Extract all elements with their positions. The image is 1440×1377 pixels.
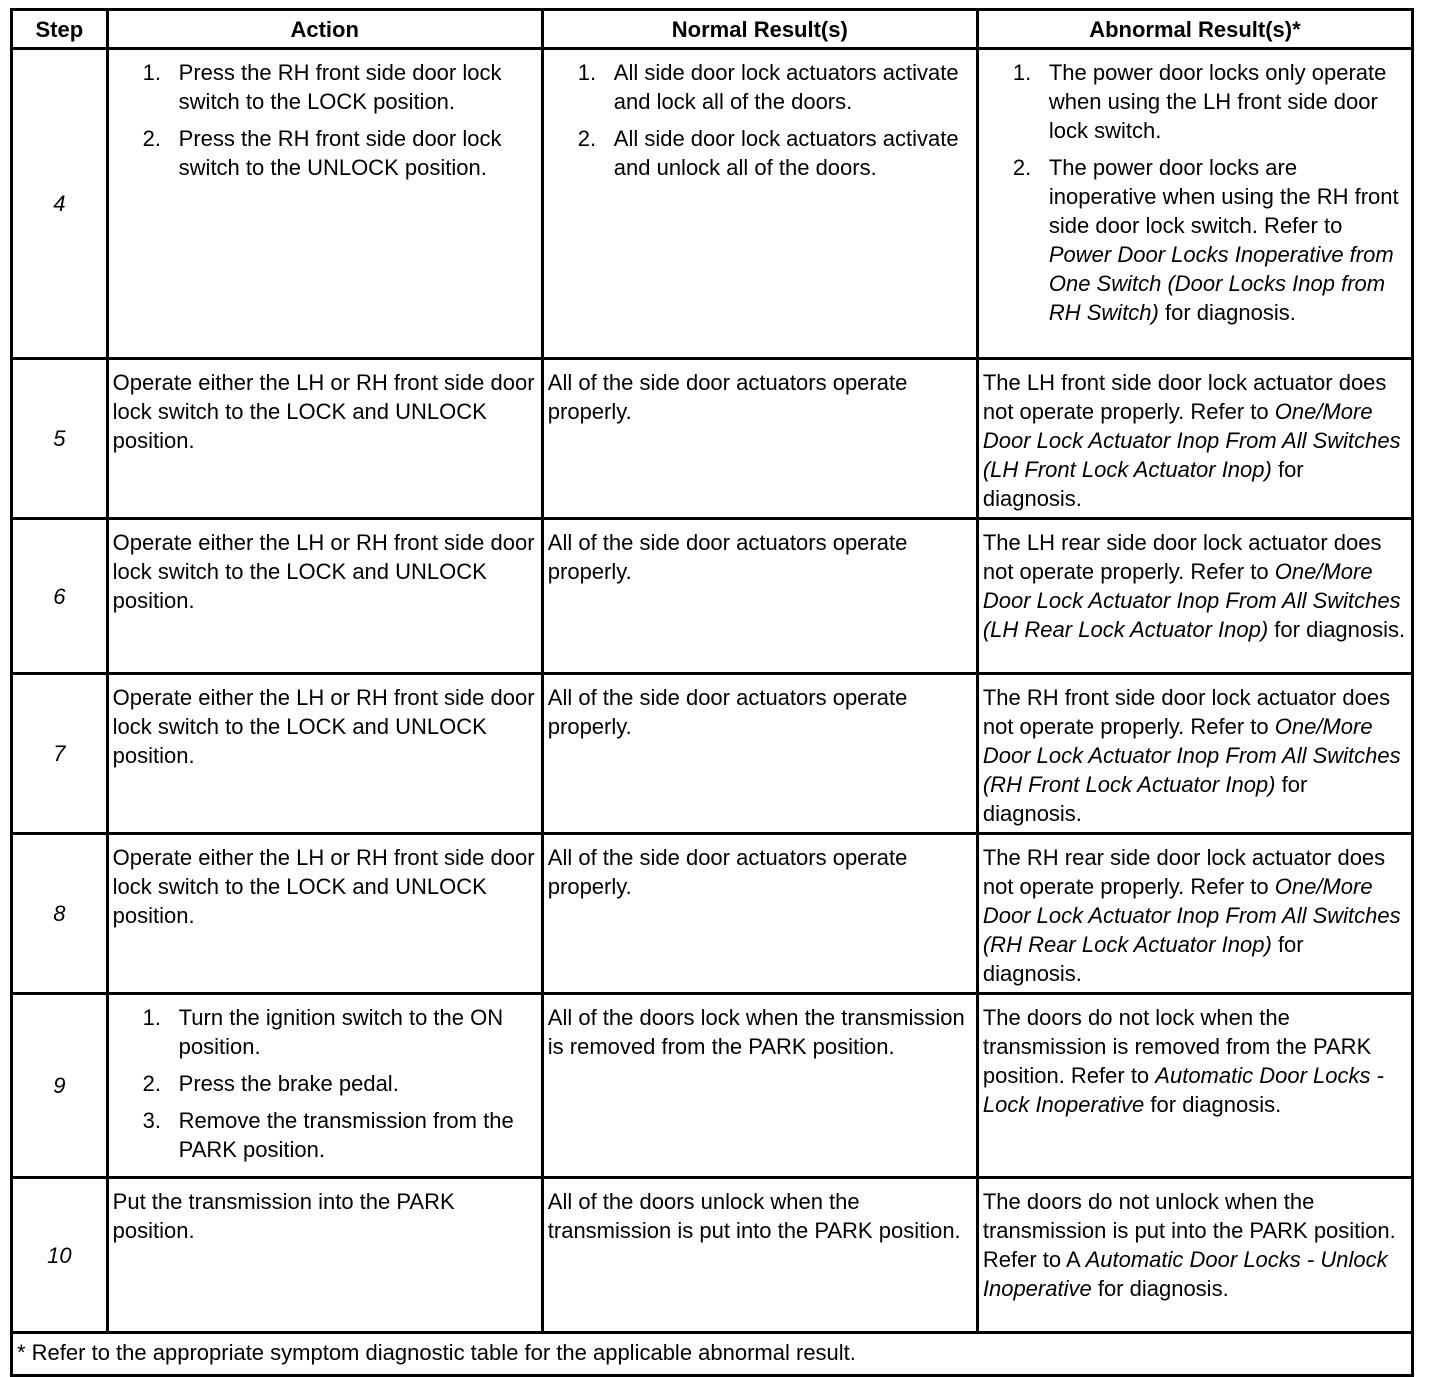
normal-cell: All of the side door actuators operate properly.	[542, 834, 977, 994]
list-item: 2. Press the RH front side door lock switch to the UNLOCK position.	[142, 126, 502, 180]
table-row	[12, 834, 1413, 994]
table-row	[12, 1178, 1413, 1333]
footnote: * Refer to the appropriate symptom diagnostic table for the applicable abnormal result.	[12, 1333, 1413, 1376]
footnote-row	[12, 1333, 1413, 1376]
reference-link: One/More Door Lock Actuator Inop From All Switches (RH Rear Lock Actuator Inop)	[982, 874, 1401, 957]
reference-link: One/More Door Lock Actuator Inop From All Switches (LH Rear Lock Actuator Inop)	[982, 559, 1401, 642]
abnormal-cell: The LH front side door lock actuator does not operate properly. Refer to One/More Door Lock Actuator Inop From All Switches (LH Front Lock Actuator Inop) for diagnosis.	[977, 359, 1412, 519]
normal-cell: All of the side door actuators operate properly.	[542, 359, 977, 519]
abnormal-cell: The doors do not unlock when the transmission is put into the PARK position. Refer to A Automatic Door Locks - Unlock Inoperative for diagnosis.	[977, 1178, 1412, 1333]
normal-cell	[542, 49, 977, 359]
step-number: 4	[12, 49, 108, 359]
step-number: 7	[12, 674, 108, 834]
list-item: 2. The power door locks are inoperative when using the RH front side door lock switch. Refer to Power Door Locks Inoperative from One Switch (Door Locks Inop from RH Switch) for diagnosis.	[1012, 155, 1399, 325]
step-number: 6	[12, 519, 108, 674]
reference-link: One/More Door Lock Actuator Inop From All Switches (RH Front Lock Actuator Inop)	[982, 714, 1401, 797]
list-item: 2. Press the brake pedal.	[142, 1071, 399, 1096]
step-number: 9	[12, 994, 108, 1178]
action-cell: Operate either the LH or RH front side door lock switch to the LOCK and UNLOCK position.	[107, 674, 542, 834]
table-row	[12, 994, 1413, 1178]
list-item: 1. Press the RH front side door lock switch to the LOCK position.	[142, 60, 502, 114]
table-row	[12, 49, 1413, 359]
abnormal-cell: The RH rear side door lock actuator does not operate properly. Refer to One/More Door Lock Actuator Inop From All Switches (RH Rear Lock Actuator Inop) for diagnosis.	[977, 834, 1412, 994]
list-item: 2. All side door lock actuators activate and unlock all of the doors.	[577, 126, 959, 180]
list-item: 1. The power door locks only operate when using the LH front side door lock switch.	[1012, 60, 1387, 143]
list-item: 1. All side door lock actuators activate and lock all of the doors.	[577, 60, 959, 114]
normal-cell: All of the side door actuators operate properly.	[542, 674, 977, 834]
table-row	[12, 519, 1413, 674]
action-cell	[107, 994, 542, 1178]
reference-link: Automatic Door Locks - Lock Inoperative	[982, 1063, 1384, 1117]
table-row	[12, 674, 1413, 834]
abnormal-cell: The RH front side door lock actuator does not operate properly. Refer to One/More Door Lock Actuator Inop From All Switches (RH Front Lock Actuator Inop) for diagnosis.	[977, 674, 1412, 834]
reference-link: Power Door Locks Inoperative from One Switch (Door Locks Inop from RH Switch)	[1048, 242, 1394, 325]
normal-cell: All of the doors unlock when the transmission is put into the PARK position.	[542, 1178, 977, 1333]
action-cell	[107, 49, 542, 359]
header-abnormal: Abnormal Result(s)*	[977, 10, 1412, 49]
diagnostic-table	[10, 8, 1414, 1377]
table-row	[12, 359, 1413, 519]
header-action: Action	[107, 10, 542, 49]
action-cell: Operate either the LH or RH front side door lock switch to the LOCK and UNLOCK position.	[107, 834, 542, 994]
normal-cell: All of the doors lock when the transmission is removed from the PARK position.	[542, 994, 977, 1178]
reference-link: One/More Door Lock Actuator Inop From All Switches (LH Front Lock Actuator Inop)	[982, 399, 1401, 482]
action-cell: Operate either the LH or RH front side door lock switch to the LOCK and UNLOCK position.	[107, 519, 542, 674]
list-item: 3. Remove the transmission from the PARK position.	[142, 1108, 514, 1162]
step-number: 8	[12, 834, 108, 994]
header-normal: Normal Result(s)	[542, 10, 977, 49]
step-number: 5	[12, 359, 108, 519]
reference-link: Automatic Door Locks - Unlock Inoperative	[982, 1247, 1388, 1301]
abnormal-cell	[977, 49, 1412, 359]
abnormal-cell: The doors do not lock when the transmission is removed from the PARK position. Refer to Automatic Door Locks - Lock Inoperative for diagnosis.	[977, 994, 1412, 1178]
action-cell: Put the transmission into the PARK position.	[107, 1178, 542, 1333]
action-cell: Operate either the LH or RH front side door lock switch to the LOCK and UNLOCK position.	[107, 359, 542, 519]
step-number: 10	[12, 1178, 108, 1333]
list-item: 1. Turn the ignition switch to the ON position.	[142, 1005, 504, 1059]
header-row	[12, 10, 1413, 49]
header-step: Step	[12, 10, 108, 49]
normal-cell: All of the side door actuators operate properly.	[542, 519, 977, 674]
abnormal-cell: The LH rear side door lock actuator does not operate properly. Refer to One/More Door Lock Actuator Inop From All Switches (LH Rear Lock Actuator Inop) for diagnosis.	[977, 519, 1412, 674]
